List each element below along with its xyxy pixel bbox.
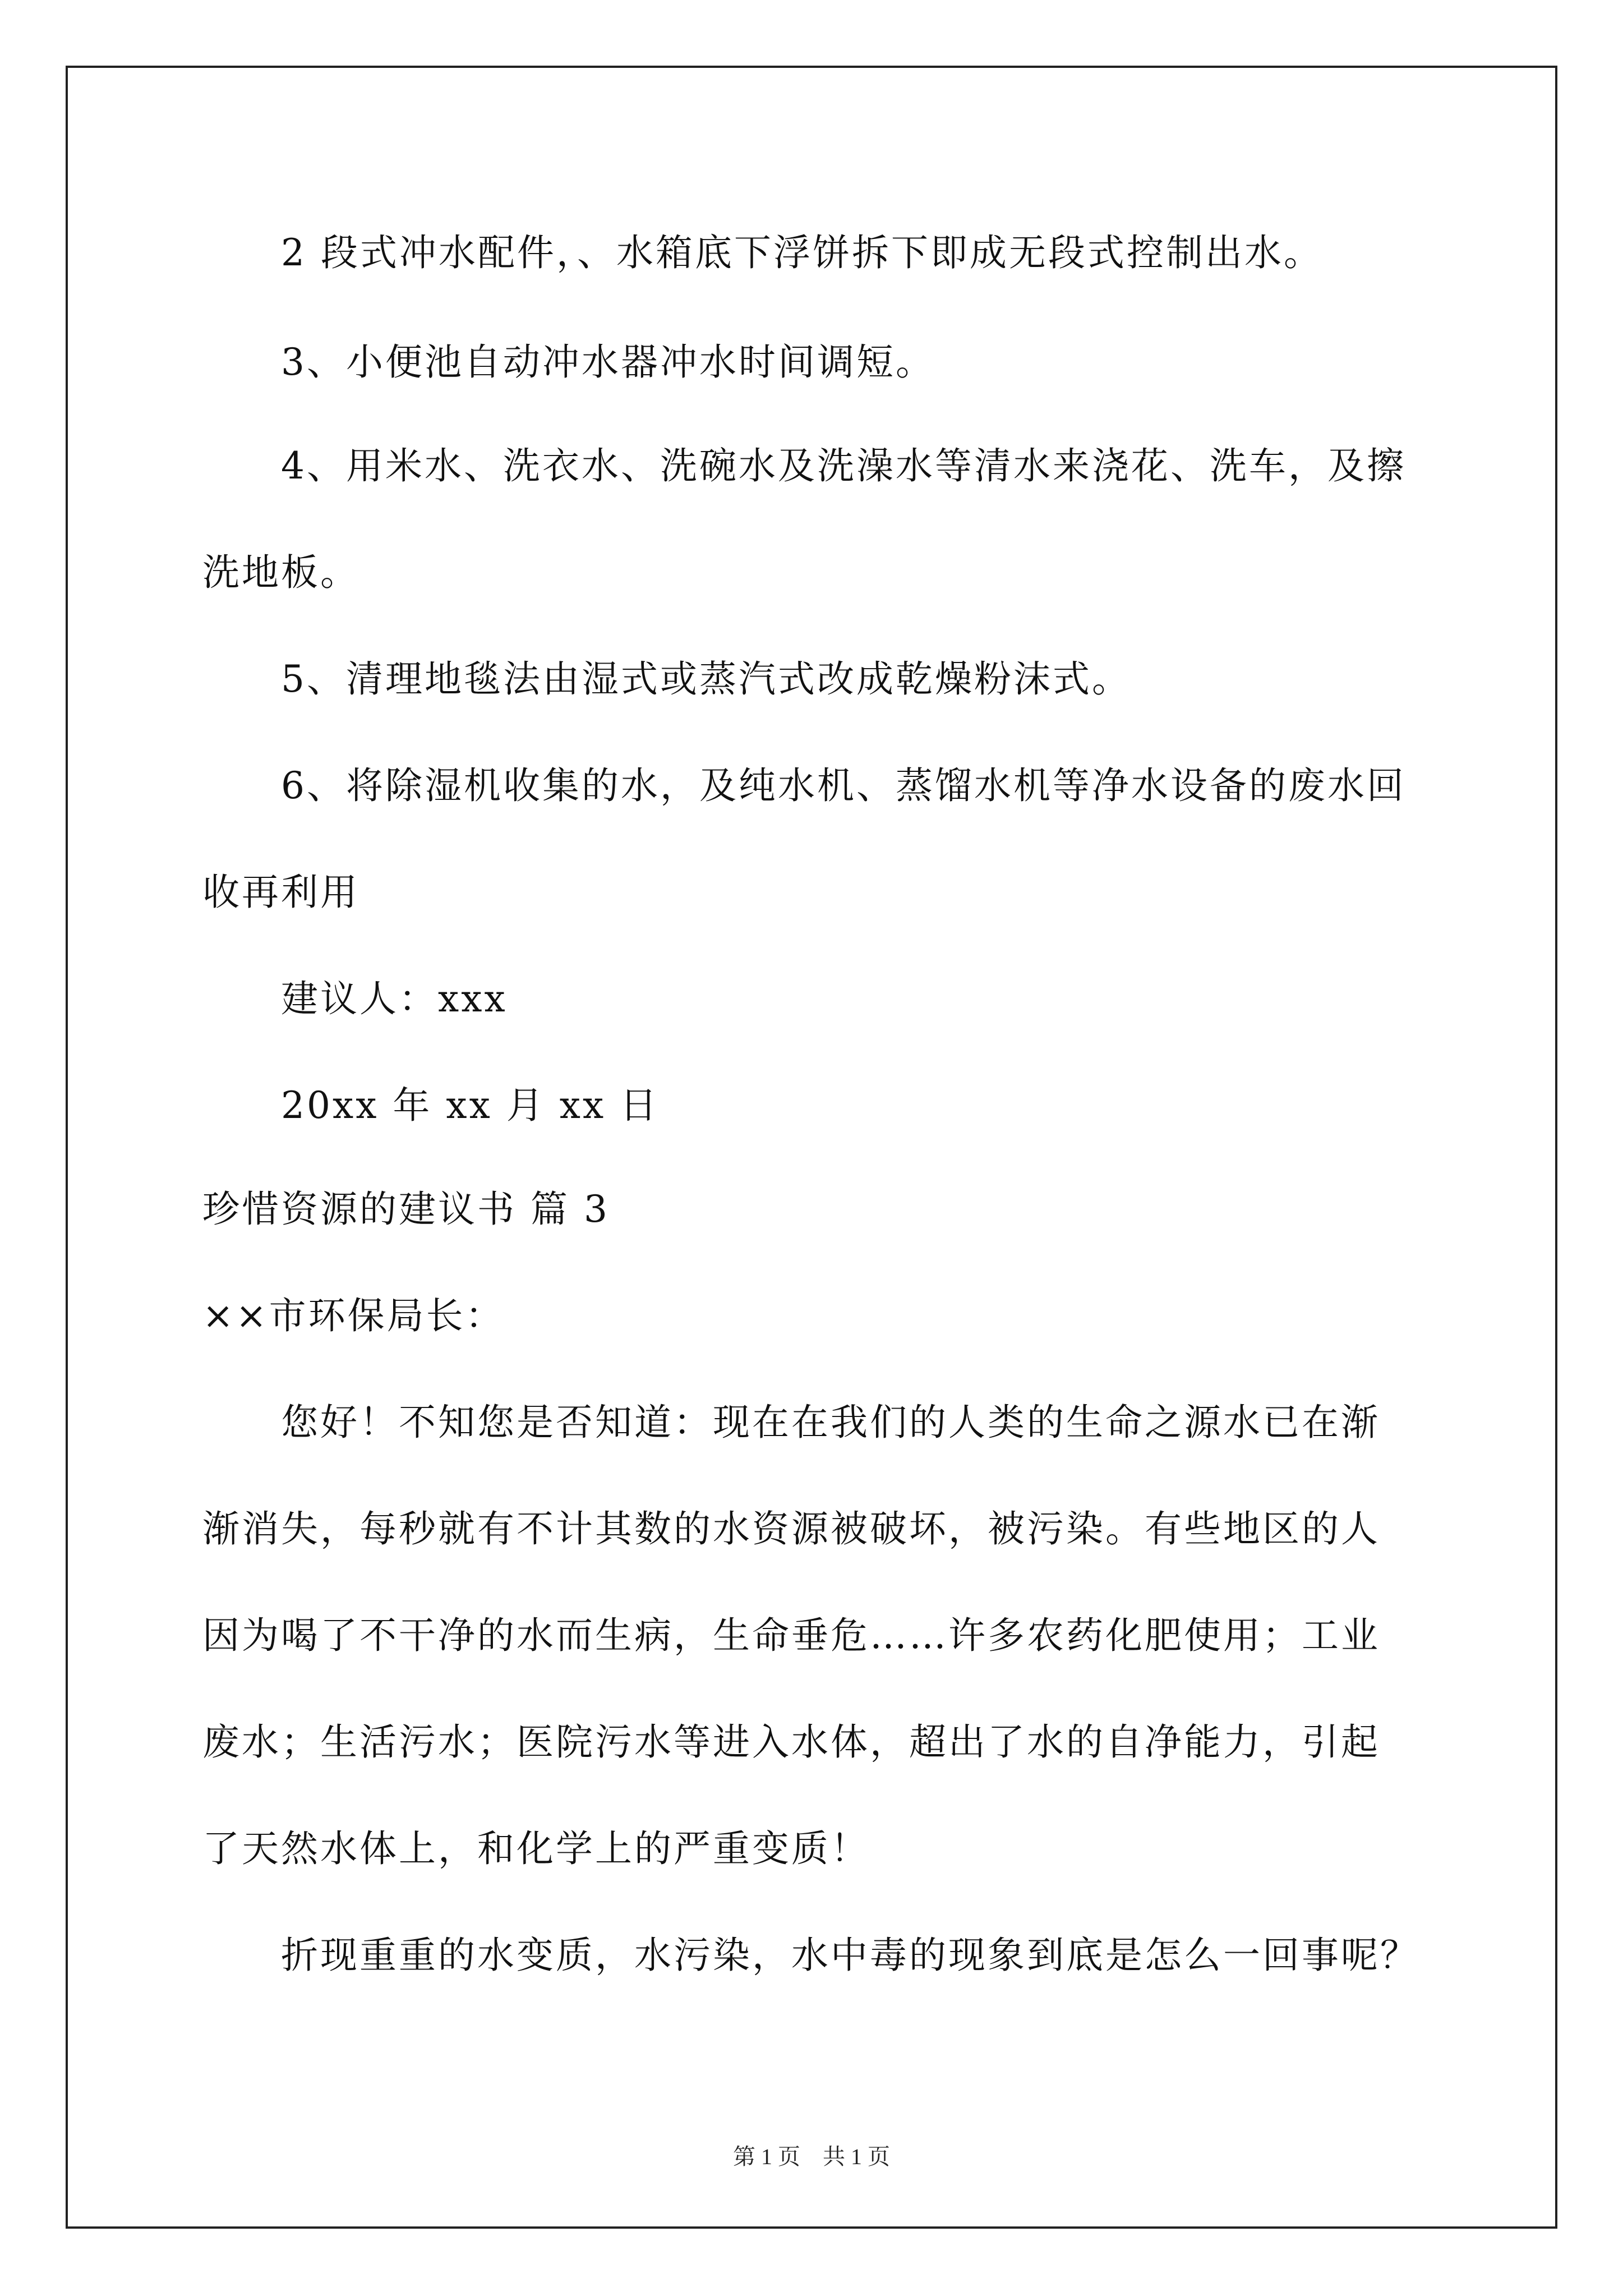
date-line: 20xx 年 xx 月 xx 日 [281, 1084, 660, 1127]
page-footer [68, 2143, 1555, 2170]
paragraph-line: 6、将除湿机收集的水，及纯水机、蒸馏水机等净水设备的废水回 [281, 764, 1406, 807]
paragraph-line: 了天然水体上，和化学上的严重变质！ [202, 1827, 870, 1870]
paragraph-line: 收再利用 [202, 871, 359, 914]
section-heading: 珍惜资源的建议书 篇 3 [202, 1188, 610, 1231]
page-total: 共 1 页 [823, 2144, 890, 2169]
page-number: 第 1 页 [733, 2144, 800, 2169]
paragraph-line: 您好！不知您是否知道：现在在我们的人类的生命之源水已在渐 [281, 1401, 1380, 1444]
paragraph-line: 4、用米水、洗衣水、洗碗水及洗澡水等清水来浇花、洗车，及擦 [281, 444, 1406, 487]
paragraph-line: 渐消失，每秒就有不计其数的水资源被破坏，被污染。有些地区的人 [202, 1507, 1380, 1550]
paragraph-line: 折现重重的水变质，水污染，水中毒的现象到底是怎么一回事呢？ [281, 1934, 1419, 1977]
paragraph-line: 5、清理地毯法由湿式或蒸汽式改成乾燥粉沫式。 [281, 657, 1131, 701]
paragraph-line: 2 段式冲水配件，、水箱底下浮饼拆下即成无段式控制出水。 [281, 231, 1323, 274]
salutation: ××市环保局长： [202, 1294, 505, 1337]
paragraph-line: 3、小便池自动冲水器冲水时间调短。 [281, 341, 935, 384]
paragraph-line: 废水；生活污水；医院污水等进入水体，超出了水的自净能力，引起 [202, 1720, 1380, 1764]
signature-line: 建议人：xxx [281, 977, 508, 1020]
paragraph-line: 洗地板。 [202, 551, 359, 594]
paragraph-line: 因为喝了不干净的水而生病，生命垂危……许多农药化肥使用；工业 [202, 1614, 1380, 1657]
page-border [66, 66, 1557, 2229]
document-body [202, 68, 1555, 2231]
